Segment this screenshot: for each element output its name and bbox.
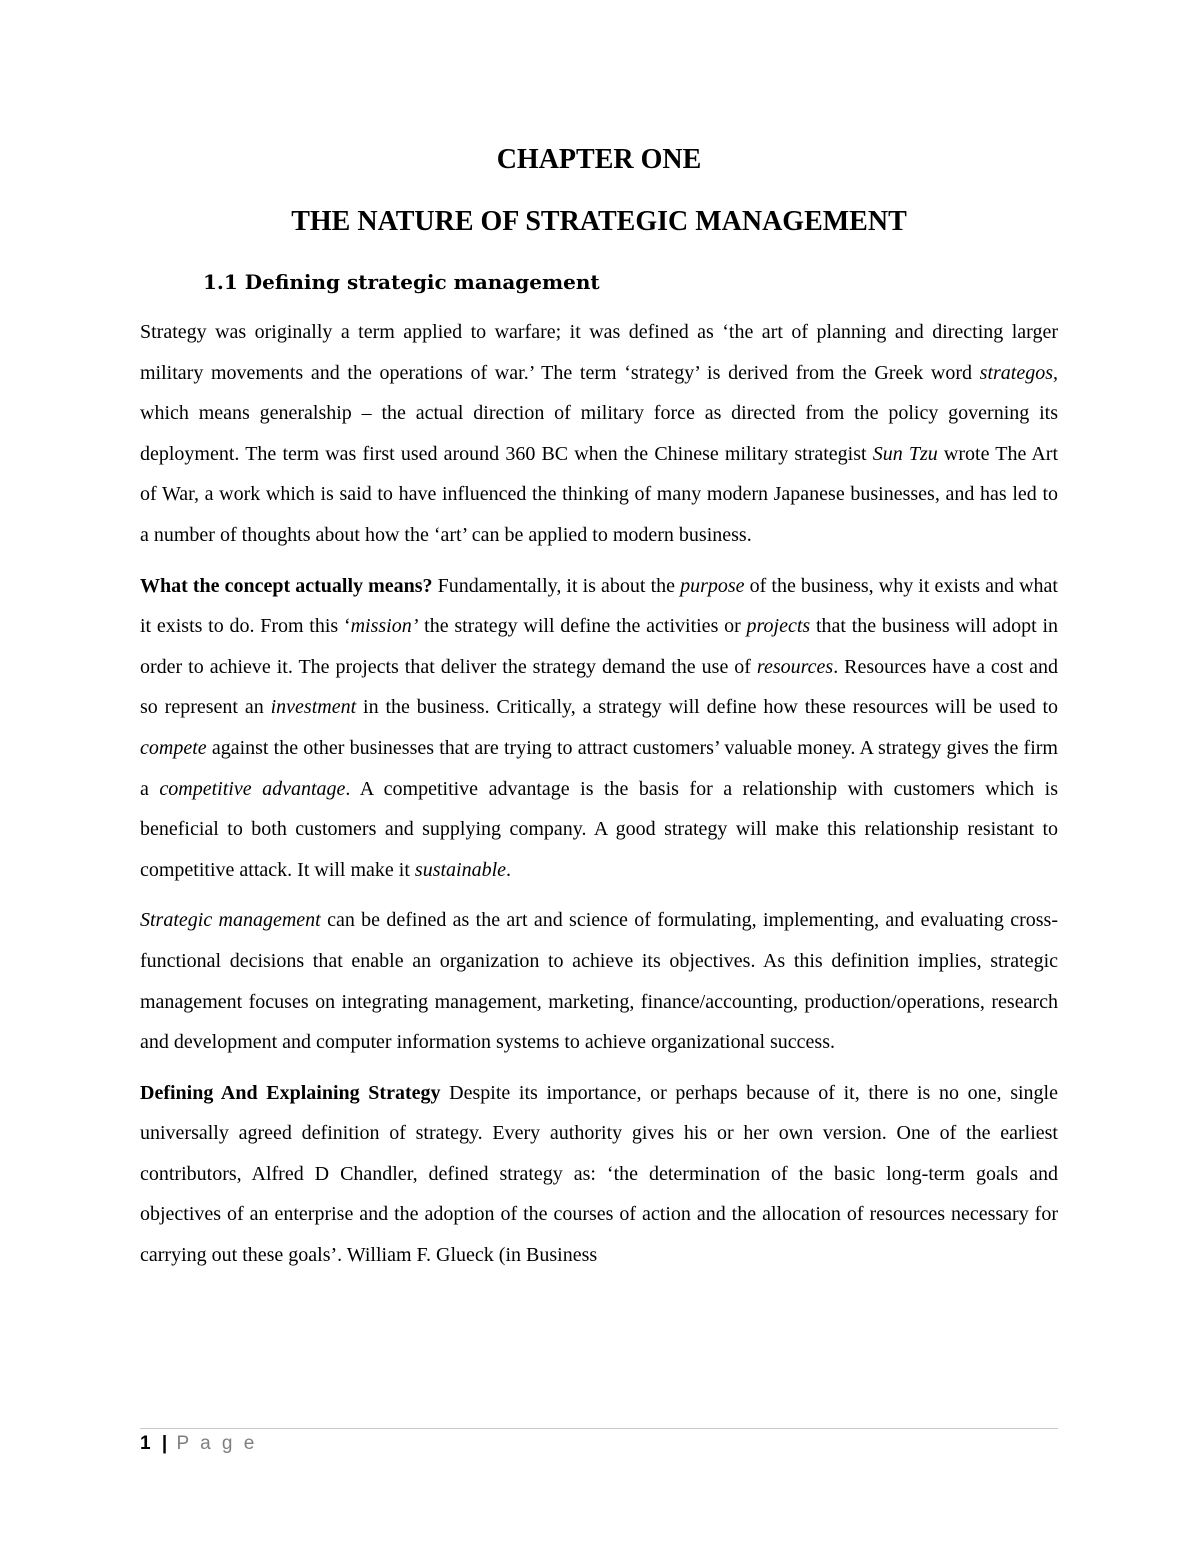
paragraph <box>140 566 1058 891</box>
bold-lead-in: What the concept actually means? <box>140 574 433 597</box>
text-run: Fundamentally, it is about the <box>432 574 681 597</box>
page-footer <box>140 1430 257 1458</box>
text-run: . <box>506 858 512 881</box>
text-run: against the other businesses that are trying to attract customers’ valuable money. A strategy gives the firm a <box>140 736 1058 800</box>
footer-separator: | <box>161 1433 168 1454</box>
italic-term: projects <box>746 615 811 638</box>
italic-term: purpose <box>680 574 745 597</box>
italic-term: sustainable <box>414 858 507 881</box>
italic-term: competitive advantage <box>159 777 346 800</box>
text-run: can be defined as the art and science of formulating, implementing, and evaluating cross-functional decisions that enable an organization to achieve its objectives. As this definition implies, strategic management focuses on integrating management, marketing, finance/accounting, production/operations, research and development and computer information systems to achieve organizational success. <box>140 909 1059 1054</box>
page-number: 1 <box>140 1433 151 1454</box>
italic-term: Sun Tzu <box>872 442 938 465</box>
footer-divider <box>140 1428 1058 1429</box>
text-run: wrote The Art of War, a work which is said to have influenced the thinking of many modern Japanese businesses, and has led to a number of thoughts about how the ‘art’ can be applied to modern business. <box>140 442 1059 546</box>
italic-term: resources <box>756 655 834 678</box>
italic-term: investment <box>270 696 357 719</box>
text-run: . A competitive advantage is the basis for a relationship with customers which is beneficial to both customers and supplying company. A good strategy will make this relationship resistant to competitive attack. It will make it <box>140 777 1058 881</box>
text-run: Despite its importance, or perhaps because of it, there is no one, single universally agreed definition of strategy. Every authority gives his or her own version. One of the earliest contributors, Alfred D Chandler, defined strategy as: ‘the determination of the basic long-term goals and objectives of an enterprise and the adoption of the courses of action and the allocation of resources necessary for carrying out these goals’. William F. Glueck (in Business <box>140 1081 1058 1267</box>
section-heading: 1.1 Defining strategic management <box>203 270 600 294</box>
text-run: the strategy will define the activities or <box>418 615 747 638</box>
text-run: which means generalship – the actual direction of military force as directed from the policy governing its deployment. The term was first used around 360 BC when the Chinese military strategist <box>140 402 1058 465</box>
italic-term: compete <box>140 736 207 759</box>
italic-term: mission’ <box>350 615 419 638</box>
paragraph <box>140 900 1058 1062</box>
document-page <box>140 140 1058 1286</box>
text-run: of the business, why it exists and what it exists to do. From this ‘ <box>140 574 1058 638</box>
paragraph <box>140 1073 1058 1276</box>
page-label: P a g e <box>176 1433 258 1454</box>
paragraph <box>140 312 1058 556</box>
italic-term: Strategic management <box>140 909 321 932</box>
text-run: in the business. Critically, a strategy will define how these resources will be used to <box>356 696 1059 719</box>
chapter-title: THE NATURE OF STRATEGIC MANAGEMENT <box>291 206 907 237</box>
chapter-label: CHAPTER ONE <box>496 144 702 175</box>
text-run: that the business will adopt in order to achieve it. The projects that deliver the strategy demand the use of <box>140 615 1059 678</box>
text-run: . Resources have a cost and so represent an <box>140 655 1058 719</box>
text-run: Strategy was originally a term applied to warfare; it was defined as ‘the art of planning and directing larger military movements and the operations of war.’ The term ‘strategy’ is derived from the Greek word <box>140 321 1058 384</box>
bold-lead-in: Defining And Explaining Strategy <box>140 1081 441 1104</box>
italic-term: strategos, <box>979 361 1058 384</box>
body-text <box>140 312 1058 1276</box>
